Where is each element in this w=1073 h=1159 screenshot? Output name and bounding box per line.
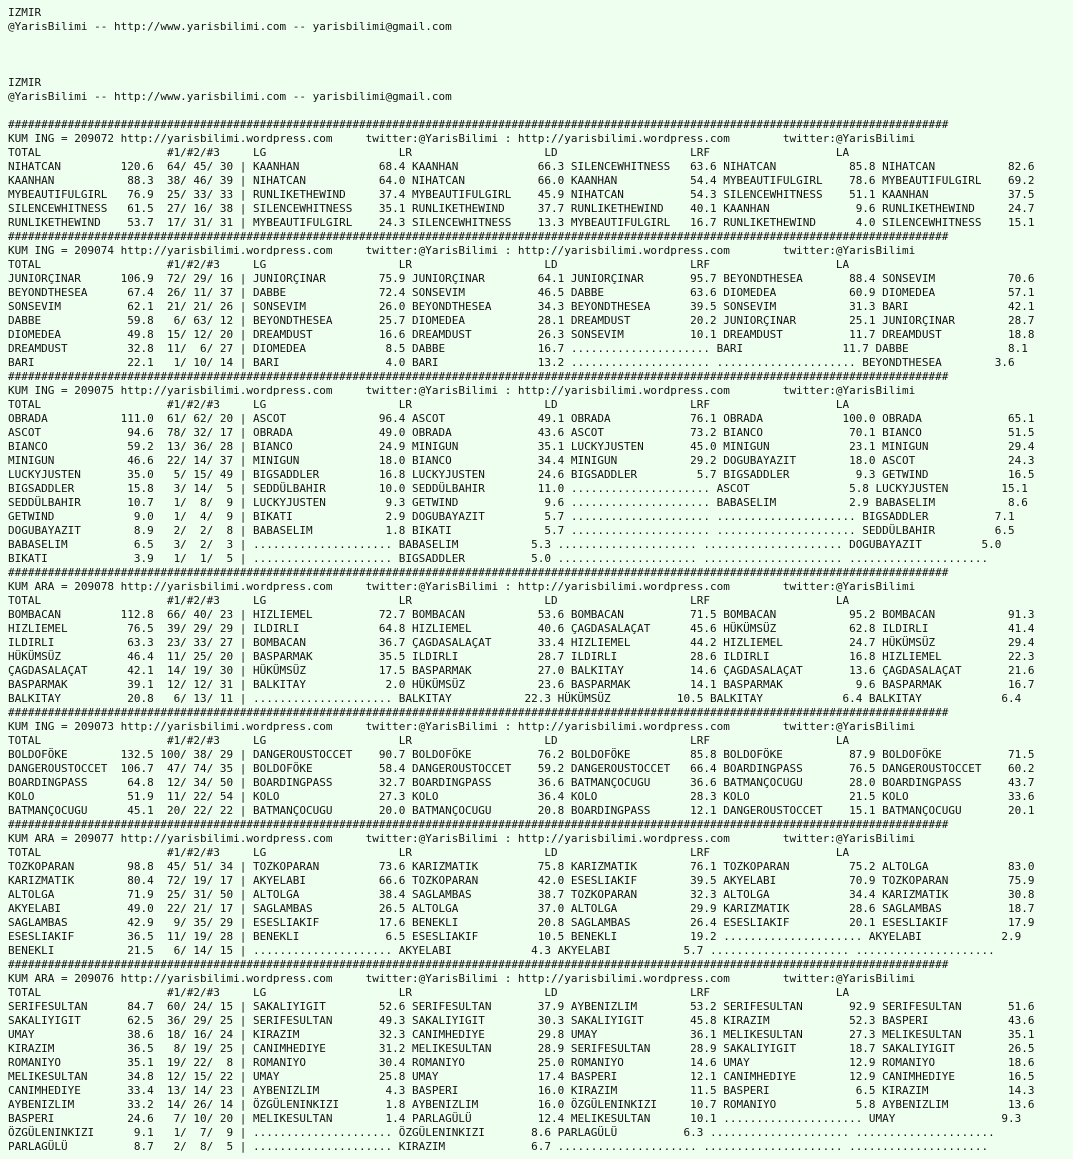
- city-title-repeat: IZMIR: [8, 76, 42, 89]
- result-row: ALTOLGA 71.9 25/ 31/ 50 | ALTOLGA 38.4 SAGLAMBAS 38.7 TOZKOPARAN 32.3 ALTOLGA 34.4 KARIZMATIK 30.8: [8, 888, 1035, 901]
- result-row: UMAY 38.6 18/ 16/ 24 | KIRAZIM 32.3 CANIMHEDIYE 29.8 UMAY 36.1 MELIKESULTAN 27.3 MELIKESULTAN 35.1: [8, 1028, 1035, 1041]
- race-block: [8, 958, 1073, 1154]
- separator-line: ##############################################################################################################################################: [8, 706, 949, 719]
- result-row: BALKITAY 20.8 6/ 13/ 11 | ..................... BALKITAY 22.3 HÜKÜMSÜZ 10.5 BALKITAY 6.4 BALKITAY 6.4: [8, 692, 1022, 705]
- result-row: ASCOT 94.6 78/ 32/ 17 | OBRADA 49.0 OBRADA 43.6 ASCOT 73.2 BIANCO 70.1 BIANCO 51.5: [8, 426, 1035, 439]
- separator-line: ##############################################################################################################################################: [8, 566, 949, 579]
- result-row: LUCKYJUSTEN 35.0 5/ 15/ 49 | BIGSADDLER 16.8 LUCKYJUSTEN 24.6 BIGSADDLER 5.7 BIGSADDLER 9.3 GETWIND 16.5: [8, 468, 1035, 481]
- result-row: SAGLAMBAS 42.9 9/ 35/ 29 | ESESLIAKIF 17.6 BENEKLI 20.8 SAGLAMBAS 26.4 ESESLIAKIF 20.1 ESESLIAKIF 17.9: [8, 916, 1035, 929]
- race-block: [8, 230, 1073, 370]
- result-row: BEYONDTHESEA 67.4 26/ 11/ 37 | DABBE 72.4 SONSEVIM 46.5 DABBE 63.6 DIOMEDEA 60.9 DIOMEDEA 57.1: [8, 286, 1035, 299]
- result-row: BENEKLI 21.5 6/ 14/ 15 | ..................... AKYELABI 4.3 AKYELABI 5.7 ..................... .....................: [8, 944, 995, 957]
- result-row: JUNIORÇINAR 106.9 72/ 29/ 16 | JUNIORÇINAR 75.9 JUNIORÇINAR 64.1 JUNIORÇINAR 95.7 BEYONDTHESEA 88.4 SONSEVIM 70.6: [8, 272, 1035, 285]
- result-row: ESESLIAKIF 36.5 11/ 19/ 28 | BENEKLI 6.5 ESESLIAKIF 10.5 BENEKLI 19.2 ..................... AKYELABI 2.9: [8, 930, 1022, 943]
- separator-line: ##############################################################################################################################################: [8, 230, 949, 243]
- result-row: SAKALIYIGIT 62.5 36/ 29/ 25 | SERIFESULTAN 49.3 SAKALIYIGIT 30.3 SAKALIYIGIT 45.8 KIRAZIM 52.3 BASPERI 43.6: [8, 1014, 1035, 1027]
- result-row: KIRAZIM 36.5 8/ 19/ 25 | CANIMHEDIYE 31.2 MELIKESULTAN 28.9 SERIFESULTAN 28.9 SAKALIYIGIT 18.7 SAKALIYIGIT 26.5: [8, 1042, 1035, 1055]
- race-block: [8, 818, 1073, 958]
- contact-line: @YarisBilimi -- http://www.yarisbilimi.com -- yarisbilimi@gmail.com: [8, 20, 452, 33]
- race-title: KUM ARA = 209078 http://yarisbilimi.wordpress.com twitter:@YarisBilimi : http://yarisbilimi.wordpress.com twitter:@YarisBilimi: [8, 580, 916, 593]
- result-row: BOMBACAN 112.8 66/ 40/ 23 | HIZLIEMEL 72.7 BOMBACAN 53.6 BOMBACAN 71.5 BOMBACAN 95.2 BOMBACAN 91.3: [8, 608, 1035, 621]
- result-row: KARIZMATIK 80.4 72/ 19/ 17 | AKYELABI 66.6 TOZKOPARAN 42.0 ESESLIAKIF 39.5 AKYELABI 70.9 TOZKOPARAN 75.9: [8, 874, 1035, 887]
- result-row: BARI 22.1 1/ 10/ 14 | BARI 4.0 BARI 13.2 ..................... ..................... BEYONDTHESEA 3.6: [8, 356, 1015, 369]
- result-row: SONSEVIM 62.1 21/ 21/ 26 | SONSEVIM 26.0 BEYONDTHESEA 34.3 BEYONDTHESEA 39.5 SONSEVIM 31.3 BARI 42.1: [8, 300, 1035, 313]
- separator-line: ##############################################################################################################################################: [8, 818, 949, 831]
- separator-line: ##############################################################################################################################################: [8, 958, 949, 971]
- column-header: TOTAL #1/#2/#3 LG LR LD LRF LA: [8, 594, 850, 607]
- race-title: KUM ARA = 209077 http://yarisbilimi.wordpress.com twitter:@YarisBilimi : http://yarisbilimi.wordpress.com twitter:@YarisBilimi: [8, 832, 916, 845]
- separator-line: ##############################################################################################################################################: [8, 118, 949, 131]
- result-row: MYBEAUTIFULGIRL 76.9 25/ 33/ 33 | RUNLIKETHEWIND 37.4 MYBEAUTIFULGIRL 45.9 NIHATCAN 54.3 SILENCEWHITNESS 51.1 KAANHAN 37.5: [8, 188, 1035, 201]
- race-title: KUM ING = 209072 http://yarisbilimi.wordpress.com twitter:@YarisBilimi : http://yarisbilimi.wordpress.com twitter:@YarisBilimi: [8, 132, 916, 145]
- result-row: BASPARMAK 39.1 12/ 12/ 31 | BALKITAY 2.0 HÜKÜMSÜZ 23.6 BASPARMAK 14.1 BASPARMAK 9.6 BASPARMAK 16.7: [8, 678, 1035, 691]
- result-row: DREAMDUST 32.8 11/ 6/ 27 | DIOMEDEA 8.5 DABBE 16.7 ..................... BARI 11.7 DABBE 8.1: [8, 342, 1028, 355]
- race-block: [8, 566, 1073, 706]
- result-row: BIANCO 59.2 13/ 36/ 28 | BIANCO 24.9 MINIGUN 35.1 LUCKYJUSTEN 45.0 MINIGUN 23.1 MINIGUN 29.4: [8, 440, 1035, 453]
- column-header: TOTAL #1/#2/#3 LG LR LD LRF LA: [8, 146, 850, 159]
- result-row: MELIKESULTAN 34.8 12/ 15/ 22 | UMAY 25.8 UMAY 17.4 BASPERI 12.1 CANIMHEDIYE 12.9 CANIMHEDIYE 16.5: [8, 1070, 1035, 1083]
- result-row: BOLDOFÖKE 132.5 100/ 38/ 29 | DANGEROUSTOCCET 90.7 BOLDOFÖKE 76.2 BOLDOFÖKE 85.8 BOLDOFÖKE 87.9 BOLDOFÖKE 71.5: [8, 748, 1035, 761]
- result-row: SERIFESULTAN 84.7 60/ 24/ 15 | SAKALIYIGIT 52.6 SERIFESULTAN 37.9 AYBENIZLIM 53.2 SERIFESULTAN 92.9 SERIFESULTAN 51.6: [8, 1000, 1035, 1013]
- race-block: [8, 118, 1073, 230]
- separator-line: ##############################################################################################################################################: [8, 370, 949, 383]
- column-header: TOTAL #1/#2/#3 LG LR LD LRF LA: [8, 398, 850, 411]
- result-row: KOLO 51.9 11/ 22/ 54 | KOLO 27.3 KOLO 36.4 KOLO 28.3 KOLO 21.5 KOLO 33.6: [8, 790, 1035, 803]
- result-row: MINIGUN 46.6 22/ 14/ 37 | MINIGUN 18.0 BIANCO 34.4 MINIGUN 29.2 DOGUBAYAZIT 18.0 ASCOT 24.3: [8, 454, 1035, 467]
- result-row: GETWIND 9.0 1/ 4/ 9 | BIKATI 2.9 DOGUBAYAZIT 5.7 ..................... ..................... BIGSADDLER 7.1: [8, 510, 1015, 523]
- result-row: CANIMHEDIYE 33.4 13/ 14/ 23 | AYBENIZLIM 4.3 BASPERI 16.0 KIRAZIM 11.5 BASPERI 6.5 KIRAZIM 14.3: [8, 1084, 1035, 1097]
- column-header: TOTAL #1/#2/#3 LG LR LD LRF LA: [8, 846, 850, 859]
- result-row: TOZKOPARAN 98.8 45/ 51/ 34 | TOZKOPARAN 73.6 KARIZMATIK 75.8 KARIZMATIK 76.1 TOZKOPARAN 75.2 ALTOLGA 83.0: [8, 860, 1035, 873]
- spacer: [8, 34, 1073, 48]
- result-row: HIZLIEMEL 76.5 39/ 29/ 29 | ILDIRLI 64.8 HIZLIEMEL 40.6 ÇAGDASALAÇAT 45.6 HÜKÜMSÜZ 62.8 ILDIRLI 41.4: [8, 622, 1035, 635]
- contact-line-repeat: @YarisBilimi -- http://www.yarisbilimi.com -- yarisbilimi@gmail.com: [8, 90, 452, 103]
- result-row: BIGSADDLER 15.8 3/ 14/ 5 | SEDDÜLBAHIR 10.0 SEDDÜLBAHIR 11.0 ..................... ASCOT 5.8 LUCKYJUSTEN 15.1: [8, 482, 1028, 495]
- result-row: SEDDÜLBAHIR 10.7 1/ 8/ 9 | LUCKYJUSTEN 9.3 GETWIND 9.6 ..................... BABASELIM 2.9 BABASELIM 8.6: [8, 496, 1028, 509]
- column-header: TOTAL #1/#2/#3 LG LR LD LRF LA: [8, 258, 850, 271]
- result-row: DABBE 59.8 6/ 63/ 12 | BEYONDTHESEA 25.7 DIOMEDEA 28.1 DREAMDUST 20.2 JUNIORÇINAR 25.1 JUNIORÇINAR 28.7: [8, 314, 1035, 327]
- result-row: ILDIRLI 63.3 23/ 33/ 27 | BOMBACAN 36.7 ÇAGDASALAÇAT 33.4 HIZLIEMEL 44.2 HIZLIEMEL 24.7 HÜKÜMSÜZ 29.4: [8, 636, 1035, 649]
- result-row: BABASELIM 6.5 3/ 2/ 3 | ..................... BABASELIM 5.3 ..................... ..................... DOGUBAYAZIT 5.0: [8, 538, 1002, 551]
- result-row: ÇAGDASALAÇAT 42.1 14/ 19/ 30 | HÜKÜMSÜZ 17.5 BASPARMAK 27.0 BALKITAY 14.6 ÇAGDASALAÇAT 13.6 ÇAGDASALAÇAT 21.6: [8, 664, 1035, 677]
- result-row: PARLAGÜLÜ 8.7 2/ 8/ 5 | ..................... KIRAZIM 6.7 ..................... ..................... .....................: [8, 1140, 989, 1153]
- city-title: IZMIR: [8, 6, 42, 19]
- result-row: BATMANÇOCUGU 45.1 20/ 22/ 22 | BATMANÇOCUGU 20.0 BATMANÇOCUGU 20.8 BOARDINGPASS 12.1 DANGEROUSTOCCET 15.1 BATMANÇOCUGU 20.1: [8, 804, 1035, 817]
- result-row: DANGEROUSTOCCET 106.7 47/ 74/ 35 | BOLDOFÖKE 58.4 DANGEROUSTOCCET 59.2 DANGEROUSTOCCET 66.4 BOARDINGPASS 76.5 DANGEROUSTOCCET 60.2: [8, 762, 1035, 775]
- race-title: KUM ING = 209074 http://yarisbilimi.wordpress.com twitter:@YarisBilimi : http://yarisbilimi.wordpress.com twitter:@YarisBilimi: [8, 244, 916, 257]
- result-row: AYBENIZLIM 33.2 14/ 26/ 14 | ÖZGÜLENINKIZI 1.8 AYBENIZLIM 16.0 ÖZGÜLENINKIZI 10.7 ROMANIYO 5.8 AYBENIZLIM 13.6: [8, 1098, 1035, 1111]
- result-row: SILENCEWHITNESS 61.5 27/ 16/ 38 | SILENCEWHITNESS 35.1 RUNLIKETHEWIND 37.7 RUNLIKETHEWIND 40.1 KAANHAN 9.6 RUNLIKETHEWIND 24.7: [8, 202, 1035, 215]
- column-header: TOTAL #1/#2/#3 LG LR LD LRF LA: [8, 734, 850, 747]
- result-row: DIOMEDEA 49.8 15/ 12/ 20 | DREAMDUST 16.6 DREAMDUST 26.3 SONSEVIM 10.1 DREAMDUST 11.7 DREAMDUST 18.8: [8, 328, 1035, 341]
- race-title: KUM ARA = 209076 http://yarisbilimi.wordpress.com twitter:@YarisBilimi : http://yarisbilimi.wordpress.com twitter:@YarisBilimi: [8, 972, 916, 985]
- spacer: [8, 48, 1073, 62]
- race-block: [8, 370, 1073, 566]
- result-row: ROMANIYO 35.1 19/ 22/ 8 | ROMANIYO 30.4 ROMANIYO 25.0 ROMANIYO 14.6 UMAY 12.9 ROMANIYO 18.6: [8, 1056, 1035, 1069]
- spacer: [8, 62, 1073, 76]
- result-row: RUNLIKETHEWIND 53.7 17/ 31/ 31 | MYBEAUTIFULGIRL 24.3 SILENCEWHITNESS 13.3 MYBEAUTIFULGIRL 16.7 RUNLIKETHEWIND 4.0 SILENCEWHITNESS 15.1: [8, 216, 1035, 229]
- result-row: BOARDINGPASS 64.8 12/ 34/ 50 | BOARDINGPASS 32.7 BOARDINGPASS 36.6 BATMANÇOCUGU 36.6 BATMANÇOCUGU 28.0 BOARDINGPASS 43.7: [8, 776, 1035, 789]
- result-row: ÖZGÜLENINKIZI 9.1 1/ 7/ 9 | ..................... ÖZGÜLENINKIZI 8.6 PARLAGÜLÜ 6.3 ..................... .....................: [8, 1126, 995, 1139]
- column-header: TOTAL #1/#2/#3 LG LR LD LRF LA: [8, 986, 850, 999]
- race-title: KUM ING = 209075 http://yarisbilimi.wordpress.com twitter:@YarisBilimi : http://yarisbilimi.wordpress.com twitter:@YarisBilimi: [8, 384, 916, 397]
- result-row: HÜKÜMSÜZ 46.4 11/ 25/ 20 | BASPARMAK 35.5 ILDIRLI 28.7 ILDIRLI 28.6 ILDIRLI 16.8 HIZLIEMEL 22.3: [8, 650, 1035, 663]
- result-row: NIHATCAN 120.6 64/ 45/ 30 | KAANHAN 68.4 KAANHAN 66.3 SILENCEWHITNESS 63.6 NIHATCAN 85.8 NIHATCAN 82.6: [8, 160, 1035, 173]
- result-row: OBRADA 111.0 61/ 62/ 20 | ASCOT 96.4 ASCOT 49.1 OBRADA 76.1 OBRADA 100.0 OBRADA 65.1: [8, 412, 1035, 425]
- result-row: BIKATI 3.9 1/ 1/ 5 | ..................... BIGSADDLER 5.0 ..................... ..................... .....................: [8, 552, 989, 565]
- result-row: BASPERI 24.6 7/ 10/ 20 | MELIKESULTAN 1.4 PARLAGÜLÜ 12.4 MELIKESULTAN 10.1 ..................... UMAY 9.3: [8, 1112, 1022, 1125]
- result-row: DOGUBAYAZIT 8.9 2/ 2/ 8 | BABASELIM 1.8 BIKATI 5.7 ..................... ..................... SEDDÜLBAHIR 6.5: [8, 524, 1015, 537]
- races-container: [8, 118, 1073, 1154]
- race-title: KUM ING = 209073 http://yarisbilimi.wordpress.com twitter:@YarisBilimi : http://yarisbilimi.wordpress.com twitter:@YarisBilimi: [8, 720, 916, 733]
- race-block: [8, 706, 1073, 818]
- result-row: KAANHAN 88.3 38/ 46/ 39 | NIHATCAN 64.0 NIHATCAN 66.0 KAANHAN 54.4 MYBEAUTIFULGIRL 78.6 MYBEAUTIFULGIRL 69.2: [8, 174, 1035, 187]
- result-row: AKYELABI 49.0 22/ 21/ 17 | SAGLAMBAS 26.5 ALTOLGA 37.0 ALTOLGA 29.9 KARIZMATIK 28.6 SAGLAMBAS 18.7: [8, 902, 1035, 915]
- spacer: [8, 104, 1073, 118]
